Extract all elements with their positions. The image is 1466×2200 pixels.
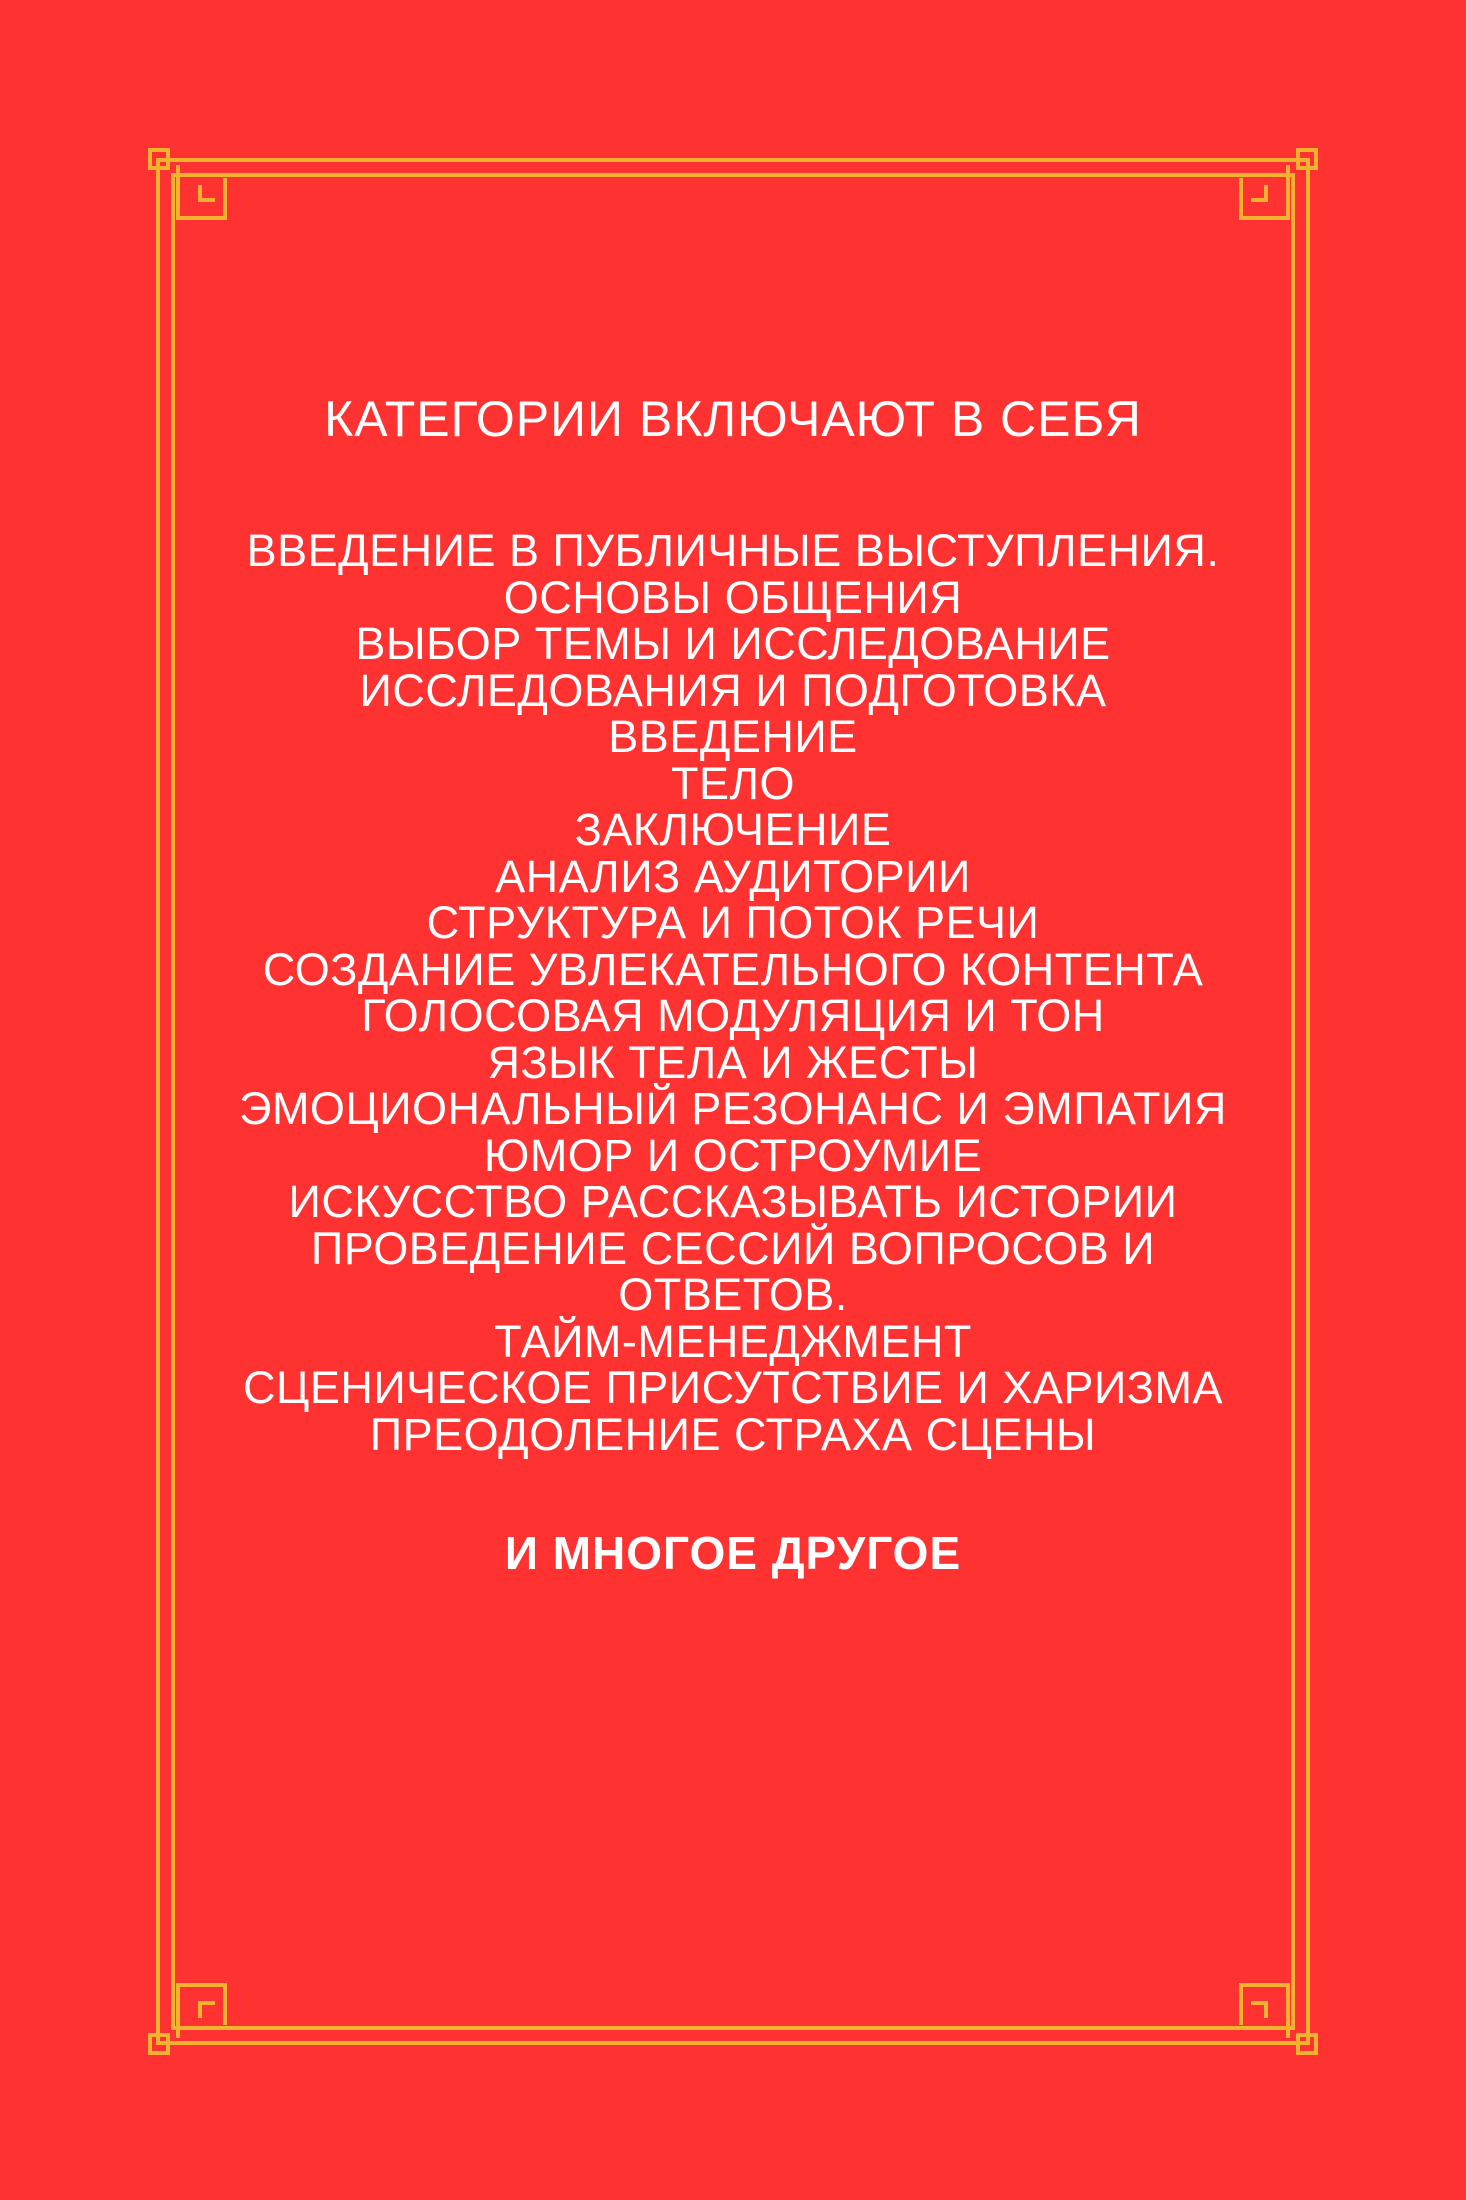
category-item: ВЫБОР ТЕМЫ И ИССЛЕДОВАНИЕ [355, 618, 1111, 669]
category-item: ЭМОЦИОНАЛЬНЫЙ РЕЗОНАНС И ЭМПАТИЯ [239, 1083, 1227, 1134]
heading: КАТЕГОРИИ ВКЛЮЧАЮТ В СЕБЯ [324, 391, 1142, 447]
category-item: ВВЕДЕНИЕ В ПУБЛИЧНЫЕ ВЫСТУПЛЕНИЯ. [246, 525, 1220, 576]
category-list [180, 525, 1286, 1460]
category-item: СЦЕНИЧЕСКОЕ ПРИСУТСТВИЕ И ХАРИЗМА [243, 1362, 1223, 1413]
category-item: ЗАКЛЮЧЕНИЕ [574, 804, 892, 855]
category-item: ПРОВЕДЕНИЕ СЕССИЙ ВОПРОСОВ И [310, 1222, 1156, 1274]
footer-text: И МНОГОЕ ДРУГОЕ [504, 1527, 962, 1579]
category-item: ЮМОР И ОСТРОУМИЕ [483, 1129, 983, 1181]
content-block [180, 390, 1286, 1580]
category-item: ВВЕДЕНИЕ [608, 711, 858, 762]
category-item: ПРЕОДОЛЕНИЕ СТРАХА СЦЕНЫ [369, 1408, 1097, 1460]
category-item: ЯЗЫК ТЕЛА И ЖЕСТЫ [487, 1036, 979, 1088]
category-item: ТАЙМ-МЕНЕДЖМЕНТ [494, 1315, 972, 1367]
category-item: ОТВЕТОВ. [618, 1269, 848, 1320]
category-item: ОСНОВЫ ОБЩЕНИЯ [503, 571, 963, 623]
category-item: СОЗДАНИЕ УВЛЕКАТЕЛЬНОГО КОНТЕНТА [262, 943, 1204, 995]
category-item: ИССЛЕДОВАНИЯ И ПОДГОТОВКА [359, 664, 1107, 716]
category-item: ГОЛОСОВАЯ МОДУЛЯЦИЯ И ТОН [361, 990, 1105, 1041]
category-item: ИСКУССТВО РАССКАЗЫВАТЬ ИСТОРИИ [288, 1176, 1178, 1227]
category-item: АНАЛИЗ АУДИТОРИИ [495, 850, 971, 902]
category-item: ТЕЛО [670, 757, 796, 809]
category-item: СТРУКТУРА И ПОТОК РЕЧИ [426, 897, 1040, 948]
